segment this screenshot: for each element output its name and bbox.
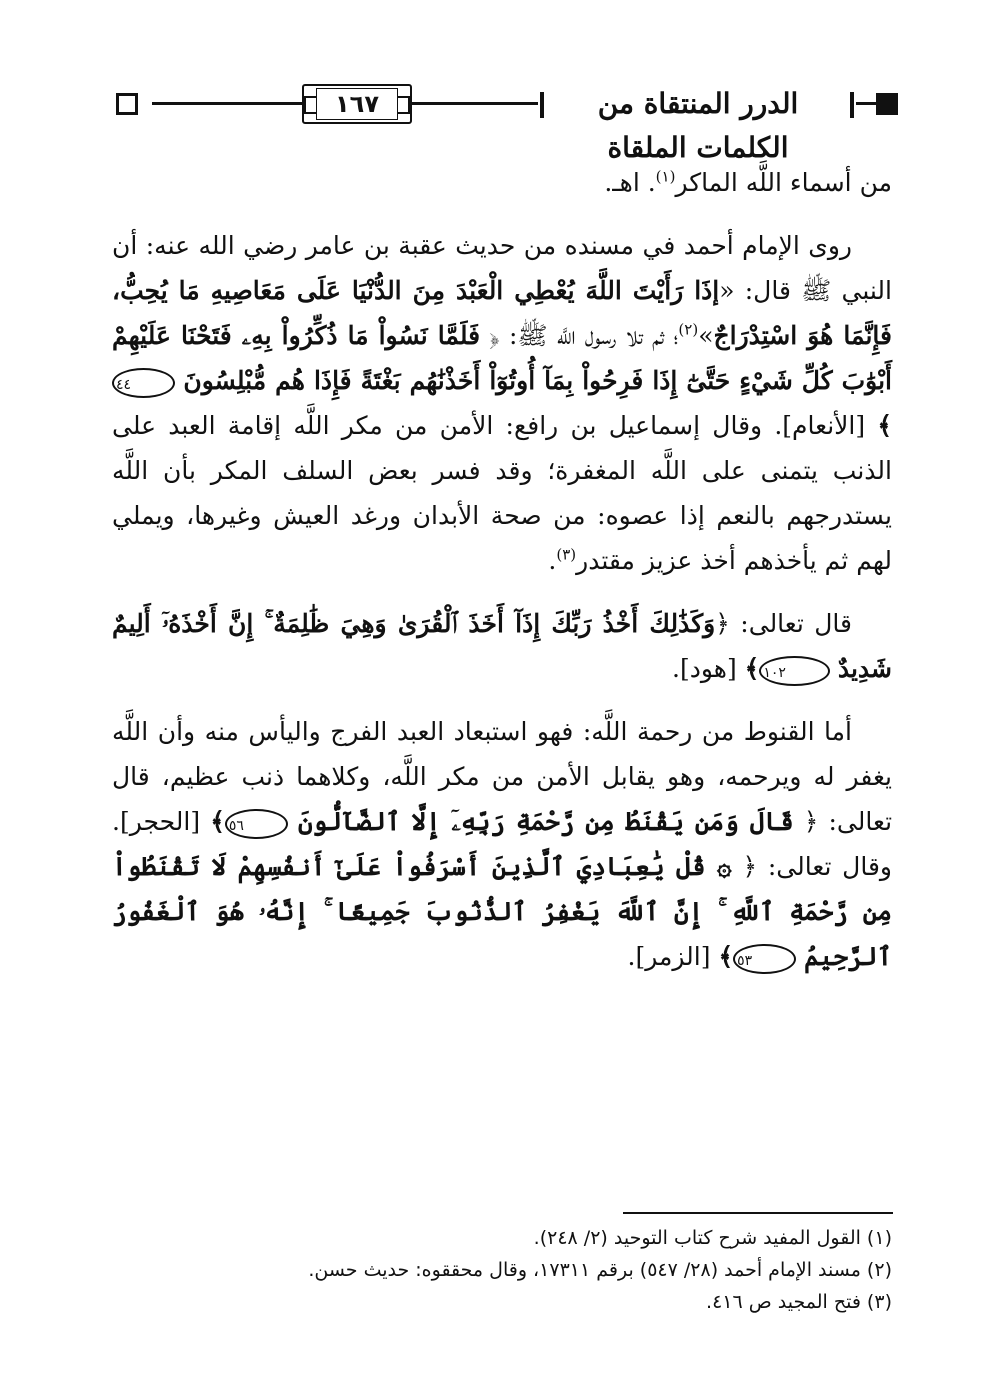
p1-tail: . اهـ.: [604, 168, 656, 197]
p3-intro: قال تعالى: ﴿: [715, 609, 852, 638]
header-square-ornament-left: [116, 93, 138, 115]
quran-verse-hijr: قَالَ وَمَن يَقْنَطُ مِن رَّحْمَةِ رَبِّهِۦٓ إِلَّا ٱلضَّآلُّونَ: [298, 807, 794, 836]
footnote-2: (٢) مسند الإمام أحمد (٢٨/ ٥٤٧) برقم ١٧٣١١، وقال محققوه: حديث حسن.: [308, 1259, 892, 1281]
header-tick: [850, 92, 854, 118]
footnotes: [112, 1222, 892, 1318]
footnote-1: (١) القول المفيد شرح كتاب التوحيد (٢/ ٢٤٨).: [533, 1227, 892, 1249]
surah-reference: [الأنعام]: [782, 411, 866, 440]
p4-mid: . وقال تعالى: ﴿: [112, 807, 892, 881]
p2-recite: ؛ ثم تلا رسول اللَّه ﷺ: ﴿: [489, 321, 679, 350]
quran-close-bracket: ﴾: [877, 411, 892, 440]
quran-close-bracket: ﴾: [210, 807, 225, 836]
quran-close-bracket: ﴾: [718, 942, 734, 971]
header-rule: [856, 102, 876, 105]
p2-end: .: [548, 546, 557, 575]
ayah-number-marker: ١٠٢: [759, 656, 830, 686]
paragraph-4: [112, 709, 892, 979]
footnote-separator: [623, 1212, 893, 1214]
paragraph-2: [112, 223, 892, 583]
quran-verse-anam: فَلَمَّا نَسُواْ مَا ذُكِّرُواْ بِهِۦ فَتَحْنَا عَلَيْهِمْ أَبْوَٰبَ كُلِّ شَيْءٍ حَتَّىٰٓ إِذَا فَرِحُواْ بِمَآ أُوتُوٓاْ أَخَذْنَٰهُم بَغْتَةً فَإِذَا هُم مُّبْلِسُونَ: [112, 321, 893, 395]
p2-rest: . وقال إسماعيل بن رافع: الأمن من مكر اللَّه إقامة العبد على الذنب يتمنى على اللَّه المغفرة؛ وقد فسر بعض السلف المكر بأن اللَّه يستدرجهم بالنعم إذا عصوه: من صحة الأبدان ورغد العيش وغيرها، ويملي لهم ثم يأخذهم أخذ عزيز مقتدر: [112, 411, 892, 575]
p3-end: .: [672, 654, 680, 683]
ayah-number-marker: ٤٤: [112, 368, 175, 398]
header-tick: [540, 92, 544, 118]
footnote-3: (٣) فتح المجيد ص ٤١٦.: [706, 1291, 892, 1313]
header-rule: [152, 102, 302, 105]
p2-quote-close: »: [698, 321, 714, 350]
surah-reference: [الزمر]: [635, 942, 711, 971]
paragraph-1: [112, 160, 892, 205]
page-number: ١٦٧: [335, 90, 379, 118]
footnote-ref-1: (١): [655, 167, 676, 186]
p1-text: من أسماء اللَّه الماكر: [675, 168, 892, 197]
paragraph-3: [112, 601, 892, 691]
hadith-text: إذَا رَأَيْتَ اللَّهَ يُعْطِي الْعَبْدَ مِنَ الدُّنْيَا عَلَى مَعَاصِيهِ مَا يُحِبُّ، فَإِنَّمَا هُوَ اسْتِدْرَاجٌ: [112, 276, 892, 350]
header-rule: [412, 102, 538, 105]
running-title: الدرر المنتقاة من الكلمات الملقاة: [597, 87, 799, 164]
quran-close-bracket: ﴾: [744, 654, 760, 683]
p4-text: أما القنوط من رحمة اللَّه: فهو استبعاد العبد الفرج واليأس منه وأن اللَّه يغفر له ويرحمه، وهو يقابل الأمن من مكر اللَّه، وكلاهما ذنب عظيم، قال تعالى: ﴿: [112, 717, 893, 836]
p2-intro: روى الإمام أحمد في مسنده من حديث عقبة بن عامر رضي الله عنه: أن النبي ﷺ قال: «: [112, 231, 892, 305]
surah-reference: [الحجر]: [119, 807, 201, 836]
page-header: [112, 80, 892, 164]
surah-reference: [هود]: [679, 654, 737, 683]
main-text: [112, 160, 892, 997]
footnote-ref-3: (٣): [556, 545, 577, 564]
page-number-frame: [302, 84, 412, 124]
ayah-number-marker: ٥٦: [225, 809, 288, 839]
header-square-ornament-right: [876, 93, 898, 115]
p4-end: .: [627, 942, 636, 971]
footnote-ref-2: (٢): [678, 320, 699, 339]
quran-verse-zumar: ۞ قُلْ يَٰعِبَادِيَ ٱلَّذِينَ أَسْرَفُواْ عَلَىٰٓ أَنفُسِهِمْ لَا تَقْنَطُواْ مِن رَّحْمَةِ ٱللَّهِ ۚ إِنَّ ٱللَّهَ يَغْفِرُ ٱلذُّنُوبَ جَمِيعًا ۚ إِنَّهُۥ هُوَ ٱلْغَفُورُ ٱلرَّحِيمُ: [112, 852, 892, 971]
quran-verse-hud: وَكَذَٰلِكَ أَخْذُ رَبِّكَ إِذَآ أَخَذَ ٱلْقُرَىٰ وَهِيَ ظَٰلِمَةٌ ۚ إِنَّ أَخْذَهُۥٓ أَلِيمٌ شَدِيدٌ: [112, 609, 892, 683]
ayah-number-marker: ٥٣: [733, 944, 796, 974]
